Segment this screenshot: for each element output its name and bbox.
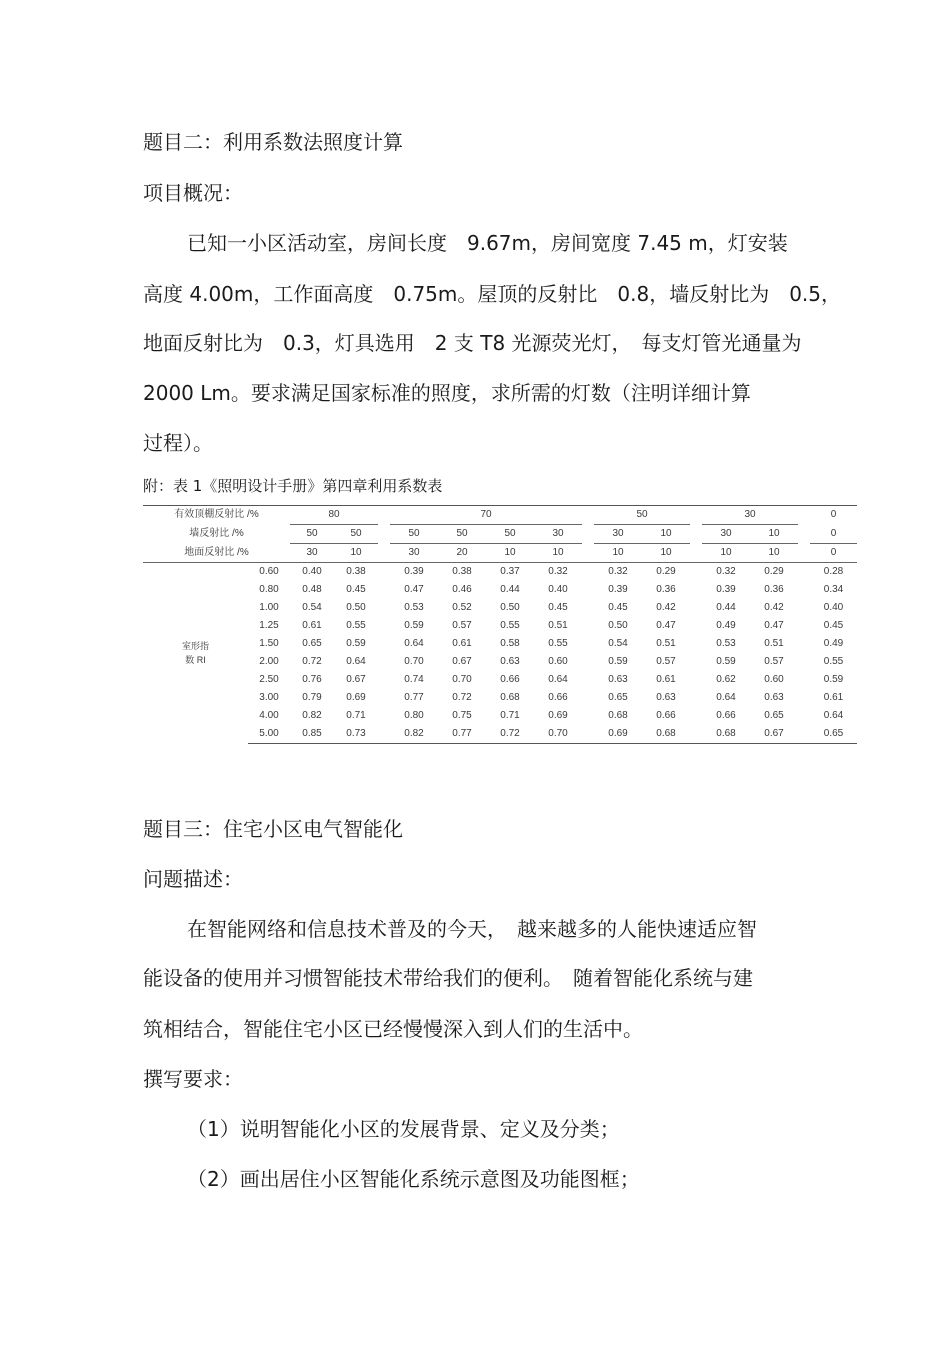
q3-requirements-label: 撰写要求：: [143, 1067, 243, 1091]
wall-reflectance-label: 墙反射比 /%: [189, 528, 244, 539]
coefficient-cell: 0.66: [548, 692, 568, 703]
q2-body-line: 过程）。: [143, 431, 213, 455]
coefficient-cell: 0.66: [500, 674, 520, 685]
coefficient-cell: 0.66: [656, 710, 676, 721]
coefficient-cell: 0.40: [823, 602, 844, 613]
q2-body-line: 已知一小区活动室，房间长度 9.67m，房间宽度 7.45 m，灯安装: [187, 231, 788, 255]
floor-value: 10: [750, 544, 798, 563]
coefficient-cell: 0.64: [716, 692, 736, 703]
requirement-item: （2）画出居住小区智能化系统示意图及功能图框；: [187, 1167, 640, 1191]
room-index-value: 0.60: [259, 566, 279, 577]
coefficient-cell: 0.61: [823, 692, 844, 703]
coefficient-cell: 0.68: [608, 710, 628, 721]
room-index-value: 1.25: [259, 620, 279, 631]
coefficient-cell: 0.49: [716, 620, 736, 631]
coefficient-cell: 0.36: [656, 584, 676, 595]
coefficient-cell: 0.47: [404, 584, 424, 595]
coefficient-cell: 0.70: [404, 656, 424, 667]
ceiling-value: 30: [702, 506, 798, 525]
coefficient-cell: 0.63: [656, 692, 676, 703]
coefficient-cell: 0.55: [500, 620, 520, 631]
room-index-value: 3.00: [259, 692, 279, 703]
coefficient-cell: 0.29: [764, 566, 784, 577]
coefficient-cell: 0.74: [404, 674, 424, 685]
coefficient-cell: 0.38: [452, 566, 472, 577]
floor-value: 30: [290, 544, 334, 563]
coefficient-cell: 0.40: [548, 584, 568, 595]
coefficient-cell: 0.72: [302, 656, 322, 667]
coefficient-cell: 0.59: [608, 656, 628, 667]
coefficient-cell: 0.77: [404, 692, 424, 703]
coefficient-cell: 0.51: [764, 638, 784, 649]
q2-body-line: 高度 4.00m，工作面高度 0.75m。屋顶的反射比 0.8，墙反射比为 0.5，: [143, 282, 841, 306]
ceiling-value: 70: [390, 506, 582, 525]
table-row: [143, 635, 857, 653]
coefficient-cell: 0.67: [750, 725, 798, 744]
coefficient-cell: 0.51: [548, 620, 568, 631]
table-row: [143, 599, 857, 617]
table-row: [143, 707, 857, 725]
q2-body-line: 地面反射比为 0.3，灯具选用 2 支 T8 光源荧光灯， 每支灯管光通量为: [143, 331, 802, 355]
coefficient-cell: 0.59: [404, 620, 424, 631]
table-row: [143, 581, 857, 599]
coefficient-cell: 0.64: [404, 638, 424, 649]
coefficient-cell: 0.63: [608, 674, 628, 685]
coefficient-cell: 0.63: [500, 656, 520, 667]
coefficient-cell: 0.28: [823, 566, 844, 577]
wall-reflectance-row: [143, 525, 857, 544]
table-row: [143, 653, 857, 671]
table-row: [143, 671, 857, 689]
coefficient-cell: 0.65: [764, 710, 784, 721]
coefficient-cell: 0.64: [346, 656, 366, 667]
coefficient-cell: 0.34: [823, 584, 844, 595]
floor-value: 10: [486, 544, 534, 563]
coefficient-cell: 0.71: [500, 710, 520, 721]
coefficient-cell: 0.51: [656, 638, 676, 649]
coefficient-cell: 0.82: [390, 725, 438, 744]
coefficient-cell: 0.59: [823, 674, 844, 685]
q2-body-line: 2000 Lm。要求满足国家标准的照度，求所需的灯数（注明详细计算: [143, 381, 751, 405]
room-index-value: 2.50: [259, 674, 279, 685]
coefficient-cell: 0.32: [716, 566, 736, 577]
coefficient-cell: 0.57: [764, 656, 784, 667]
coefficient-cell: 0.48: [302, 584, 322, 595]
coefficient-cell: 0.45: [548, 602, 568, 613]
floor-reflectance-label: 地面反射比 /%: [143, 544, 290, 563]
wall-value: 50: [290, 525, 334, 544]
requirement-item: （1）说明智能化小区的发展背景、定义及分类；: [187, 1117, 620, 1141]
q3-body-line: 在智能网络和信息技术普及的今天， 越来越多的人能快速适应智: [187, 917, 757, 941]
coefficient-cell: 0.54: [302, 602, 322, 613]
room-index-label-line: 数 RI: [185, 655, 206, 666]
coefficient-cell: 0.45: [823, 620, 844, 631]
room-index-label: [143, 563, 248, 744]
coefficient-cell: 0.66: [716, 710, 736, 721]
coefficient-cell: 0.70: [452, 674, 472, 685]
coefficient-cell: 0.57: [656, 656, 676, 667]
coefficient-cell: 0.52: [452, 602, 472, 613]
coefficient-cell: 0.50: [346, 602, 366, 613]
coefficient-cell: 0.53: [404, 602, 424, 613]
room-index-label-line: 室形指: [181, 641, 209, 652]
wall-value: 50: [334, 525, 378, 544]
q2-overview-label: 项目概况：: [143, 181, 243, 205]
coefficient-cell: 0.65: [302, 638, 322, 649]
floor-value: 0: [810, 544, 857, 563]
coefficient-cell: 0.65: [608, 692, 628, 703]
coefficient-cell: 0.59: [346, 638, 366, 649]
coefficient-cell: 0.47: [656, 620, 676, 631]
coefficient-cell: 0.67: [452, 656, 472, 667]
coefficient-cell: 0.76: [302, 674, 322, 685]
coefficient-cell: 0.44: [716, 602, 736, 613]
coefficient-cell: 0.38: [346, 566, 366, 577]
coefficient-cell: 0.62: [716, 674, 736, 685]
coefficient-cell: 0.73: [334, 725, 378, 744]
coefficient-cell: 0.77: [438, 725, 486, 744]
q3-body-line: 筑相结合，智能住宅小区已经慢慢深入到人们的生活中。: [143, 1017, 643, 1041]
coefficient-cell: 0.63: [764, 692, 784, 703]
coefficient-cell: 0.50: [500, 602, 520, 613]
coefficient-cell: 0.64: [823, 710, 844, 721]
coefficient-cell: 0.70: [534, 725, 582, 744]
floor-value: 10: [334, 544, 378, 563]
floor-reflectance-row: [143, 544, 857, 563]
q2-title: 题目二：利用系数法照度计算: [143, 130, 403, 154]
q3-title: 题目三：住宅小区电气智能化: [143, 817, 403, 841]
ceiling-reflectance-row: [143, 506, 857, 525]
coefficient-cell: 0.72: [486, 725, 534, 744]
coefficient-cell: 0.46: [452, 584, 472, 595]
coefficient-cell: 0.82: [302, 710, 322, 721]
ceiling-value: 50: [594, 506, 690, 525]
coefficient-cell: 0.39: [608, 584, 628, 595]
coefficient-cell: 0.32: [608, 566, 628, 577]
coefficient-cell: 0.68: [500, 692, 520, 703]
coefficient-cell: 0.79: [302, 692, 322, 703]
coefficient-cell: 0.54: [608, 638, 628, 649]
coefficient-cell: 0.55: [823, 656, 844, 667]
coefficient-cell: 0.44: [500, 584, 520, 595]
q3-problem-label: 问题描述：: [143, 867, 243, 891]
wall-value: 0: [810, 525, 857, 544]
coefficient-cell: 0.55: [548, 638, 568, 649]
coefficient-cell: 0.60: [548, 656, 568, 667]
room-index-value: 4.00: [259, 710, 279, 721]
ceiling-reflectance-label: 有效顶棚反射比 /%: [143, 506, 290, 525]
coefficient-cell: 0.60: [764, 674, 784, 685]
room-index-value: 0.80: [259, 584, 279, 595]
wall-value: 10: [750, 525, 798, 544]
coefficient-cell: 0.71: [346, 710, 366, 721]
coefficient-cell: 0.37: [500, 566, 520, 577]
coefficient-cell: 0.61: [302, 620, 322, 631]
floor-value: 10: [702, 544, 750, 563]
floor-value: 10: [594, 544, 642, 563]
coefficient-cell: 0.45: [608, 602, 628, 613]
coefficient-cell: 0.68: [702, 725, 750, 744]
coefficient-cell: 0.42: [764, 602, 784, 613]
wall-value: 30: [594, 525, 642, 544]
room-index-value: 1.00: [259, 602, 279, 613]
coefficient-cell: 0.69: [548, 710, 568, 721]
coefficient-cell: 0.32: [548, 566, 568, 577]
table-caption: 附：表 1《照明设计手册》第四章利用系数表: [143, 477, 443, 495]
coefficient-cell: 0.75: [452, 710, 472, 721]
coefficient-cell: 0.59: [716, 656, 736, 667]
coefficient-cell: 0.61: [452, 638, 472, 649]
coefficient-cell: 0.50: [608, 620, 628, 631]
room-index-value: 5.00: [248, 725, 290, 744]
coefficient-cell: 0.42: [656, 602, 676, 613]
floor-value: 20: [438, 544, 486, 563]
coefficient-cell: 0.36: [764, 584, 784, 595]
ceiling-value: 0: [810, 506, 857, 525]
coefficient-cell: 0.61: [656, 674, 676, 685]
wall-value: 30: [534, 525, 582, 544]
floor-value: 10: [642, 544, 690, 563]
coefficient-cell: 0.69: [594, 725, 642, 744]
coefficient-cell: 0.69: [346, 692, 366, 703]
coefficient-cell: 0.45: [346, 584, 366, 595]
utilization-coefficient-table: [143, 505, 857, 744]
coefficient-cell: 0.29: [656, 566, 676, 577]
floor-value: 10: [534, 544, 582, 563]
wall-value: 30: [702, 525, 750, 544]
table-row: [143, 725, 857, 744]
room-index-value: 2.00: [259, 656, 279, 667]
coefficient-cell: 0.65: [810, 725, 857, 744]
table-row: [143, 689, 857, 707]
coefficient-cell: 0.68: [642, 725, 690, 744]
coefficient-cell: 0.64: [548, 674, 568, 685]
coefficient-cell: 0.53: [716, 638, 736, 649]
coefficient-cell: 0.58: [500, 638, 520, 649]
coefficient-cell: 0.40: [302, 566, 322, 577]
q3-body-line: 能设备的使用并习惯智能技术带给我们的便利。 随着智能化系统与建: [143, 966, 753, 990]
coefficient-cell: 0.67: [346, 674, 366, 685]
wall-value: 50: [486, 525, 534, 544]
ceiling-value: 80: [290, 506, 378, 525]
coefficient-cell: 0.72: [452, 692, 472, 703]
floor-value: 30: [390, 544, 438, 563]
coefficient-cell: 0.80: [404, 710, 424, 721]
coefficient-cell: 0.39: [404, 566, 424, 577]
coefficient-cell: 0.55: [346, 620, 366, 631]
coefficient-cell: 0.49: [823, 638, 844, 649]
coefficient-cell: 0.47: [764, 620, 784, 631]
room-index-value: 1.50: [259, 638, 279, 649]
coefficient-cell: 0.85: [290, 725, 334, 744]
coefficient-cell: 0.57: [452, 620, 472, 631]
table-body: [143, 563, 857, 744]
table-row: [143, 563, 857, 582]
coefficient-cell: 0.39: [716, 584, 736, 595]
table-row: [143, 617, 857, 635]
wall-value: 50: [438, 525, 486, 544]
wall-value: 10: [642, 525, 690, 544]
wall-value: 50: [390, 525, 438, 544]
